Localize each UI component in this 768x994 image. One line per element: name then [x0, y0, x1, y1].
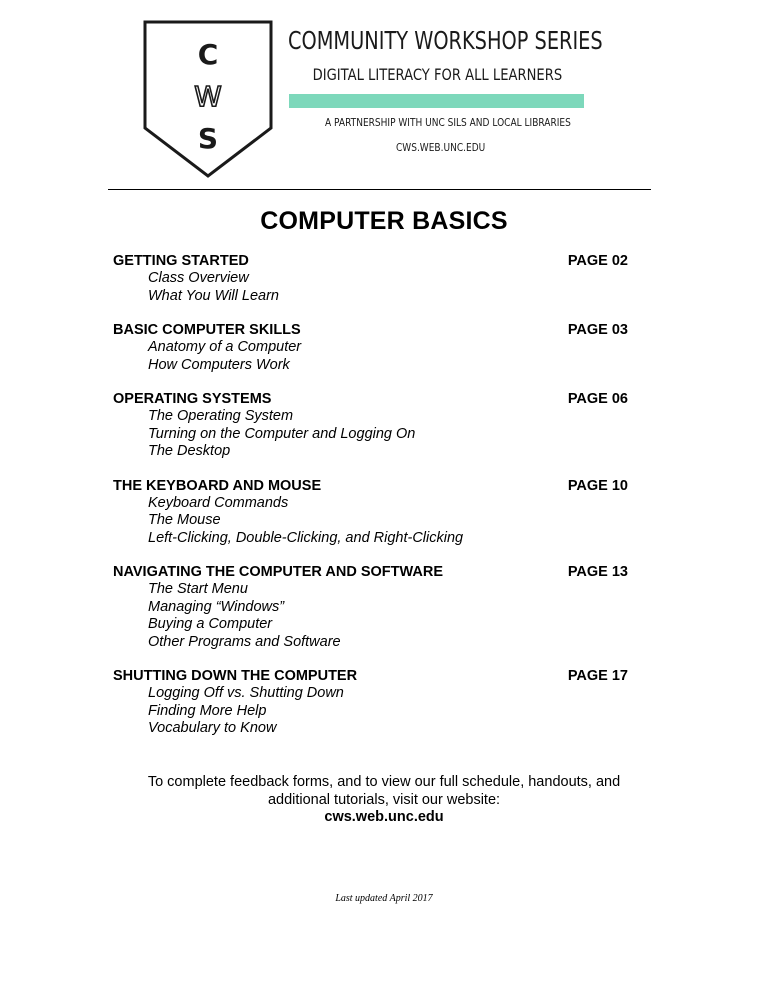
website-link[interactable]: cws.web.unc.edu: [324, 809, 444, 825]
toc-subitem: The Mouse: [148, 512, 221, 528]
last-updated-note: Last updated April 2017: [335, 893, 433, 904]
toc-page-number: PAGE 02: [567, 253, 628, 269]
header-divider: [108, 189, 651, 190]
toc-subitem: The Desktop: [148, 443, 231, 459]
toc-subitem: Turning on the Computer and Logging On: [148, 425, 416, 442]
toc-section-shutting-down: [113, 668, 633, 738]
toc-page-number: PAGE 06: [567, 391, 628, 407]
toc-section-navigating-software: [113, 564, 633, 651]
toc-heading: BASIC COMPUTER SKILLS: [113, 322, 301, 338]
organization-name: COMMUNITY WORKSHOP SERIES: [288, 26, 603, 55]
toc-subitem: Other Programs and Software: [148, 633, 341, 650]
toc-subitem: Managing “Windows”: [148, 598, 285, 615]
toc-subitem: Vocabulary to Know: [148, 720, 277, 736]
toc-subitem: What You Will Learn: [148, 287, 279, 304]
document-title: COMPUTER BASICS: [260, 207, 508, 235]
toc-page-number: PAGE 10: [567, 477, 628, 494]
organization-tagline: DIGITAL LITERACY FOR ALL LEARNERS: [312, 65, 563, 84]
toc-section-basic-computer-skills: [113, 322, 633, 374]
toc-section-operating-systems: [113, 391, 633, 461]
table-of-contents: [113, 253, 633, 755]
footer-note: [0, 774, 768, 827]
toc-heading: THE KEYBOARD AND MOUSE: [113, 477, 322, 494]
toc-subitem: The Operating System: [148, 408, 294, 424]
toc-subitem: Left-Clicking, Double-Clicking, and Right-Clicking: [148, 529, 464, 546]
toc-heading: SHUTTING DOWN THE COMPUTER: [113, 668, 358, 684]
cws-logo: [143, 20, 273, 180]
toc-subitem: How Computers Work: [148, 356, 290, 373]
toc-heading: GETTING STARTED: [113, 253, 249, 269]
header-text-block: [288, 24, 603, 86]
logo-letter-c: C: [197, 38, 219, 71]
toc-page-number: PAGE 17: [567, 668, 628, 684]
toc-subitem: Class Overview: [148, 270, 249, 286]
accent-bar: [289, 94, 584, 108]
logo-letter-s: S: [197, 122, 219, 155]
toc-subitem: Finding More Help: [148, 702, 267, 719]
toc-section-keyboard-and-mouse: [113, 478, 633, 548]
header-website: CWS.WEB.UNC.EDU: [396, 141, 486, 154]
toc-subitem: Buying a Computer: [148, 616, 273, 632]
toc-page-number: PAGE 03: [567, 322, 628, 338]
toc-page-number: PAGE 13: [567, 564, 628, 580]
toc-section-getting-started: [113, 253, 633, 305]
toc-subitem: The Start Menu: [148, 581, 248, 597]
partnership-line: A PARTNERSHIP WITH UNC SILS AND LOCAL LIBRARIES: [325, 116, 571, 129]
toc-subitem: Anatomy of a Computer: [148, 339, 302, 355]
toc-subitem: Logging Off vs. Shutting Down: [148, 685, 344, 701]
toc-subitem: Keyboard Commands: [148, 494, 289, 511]
footer-line-2: additional tutorials, visit our website:: [267, 791, 501, 808]
logo-letter-w: W: [194, 80, 222, 113]
toc-heading: OPERATING SYSTEMS: [113, 391, 272, 407]
toc-heading: NAVIGATING THE COMPUTER AND SOFTWARE: [113, 564, 444, 580]
footer-line-1: To complete feedback forms, and to view our full schedule, handouts, and: [147, 774, 621, 790]
